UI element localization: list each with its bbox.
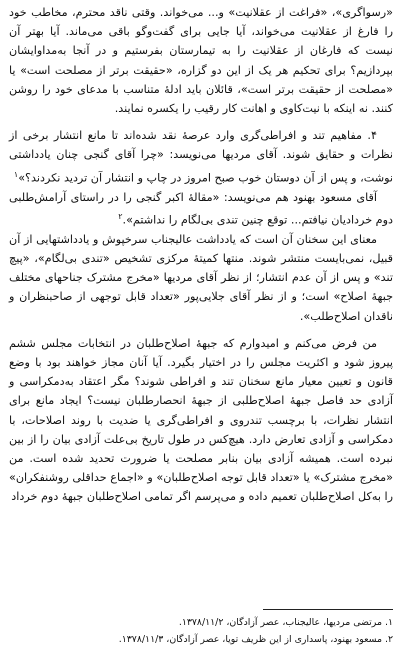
paragraph-4-text: معنای این سخنان آن است که یادداشت عالیجناب سرخپوش و یادداشتهایی از آن قبیل، نمی‌بایست منتشر شوند. منتها کمیتهٔ مرکزی تشخیص «تندی بی‌لگام»، «پیچ تند» و پس از آن عدم انتشار؛ از نظر آقای مردیها «مخرج مشترک جناحهای مختلف جبههٔ اصلاح» است؛ و از نظر آقای جلایی‌پور «تعداد قابل توجهی از صاحبنظران و ناقدان اصلاح‌طلب». [9, 232, 393, 323]
paragraph-1-text: «رسواگری»، «فراغت از عقلانیت» و... می‌خواند. وقتی ناقد محترم، مخاطب خود را فارغ از عقلانیت می‌خواند، آیا جایی برای گفت‌وگو باقی می‌ماند. آیا بهتر آن نیست که فارغان از عقلانیت را به تیمارستان بفرستیم و در آنجا به‌مداوایشان بپردازیم؟ برای تحکیم هر یک از این دو گزاره، «حقیقت برتر از مصلحت است» یا «مصلحت از حقیقت برتر است»، قائلان باید ادلهٔ متناسب با مدعای خود را روشن کنند. نه اینکه با نیت‌کاوی و اهانت کار رقیب را یکسره نمایند. [9, 6, 393, 116]
paragraph-4 [9, 230, 393, 326]
footnote-2: ۲. مسعود بهنود، پاسداری از این ظریف تویا، عصر آزادگان، ۱۳۷۸/۱۱/۳. [118, 634, 393, 645]
footnote-marker-2: ۲ [118, 211, 123, 221]
footnote-1: ۱. مرتضی مردیها، عالیجناب، عصر آزادگان، ۱۳۷۸/۱۱/۲. [178, 617, 393, 628]
paragraph-2 [9, 126, 393, 187]
paragraph-5-text: من فرض می‌کنم و امیدوارم که جبههٔ اصلاح‌طلبان در انتخابات مجلس ششم پیروز شود و اکثریت مجلس را در اختیار بگیرد. آیا آنان مجاز خواهند بود با وضع قانون و تعیین معیار مانع سخنان تند و افراطی شوند؟ مگر اعتقاد به‌دمکراسی و آزادی حد فاصل جبههٔ اصلاح‌طلبی از جبههٔ انحصارطلبان نیست؟ ایجاد مانع برای انتشار نظرات، با برچسب تندروی و افراطی‌گری یا ضدیت با روند اصلاحات، با دمکراسی و آزادی تعارض دارد. هیچ‌کس در طول تاریخ بی‌علت آزادی بیان را از بین نبرده است. همیشه آزادی بیان بنابر مصلحت یا ضرورت تحدید شده است. من «مخرج مشترک» یا «تعداد قابل توجه اصلاح‌طلبان» و «اجماع حداقلی روشنفکران» را به‌کل اصلاح‌طلبان تعمیم داده و می‌پرسم اگر تمامی اصلاح‌طلبان جبههٔ دوم خرداد [9, 336, 393, 504]
footnote-divider [263, 609, 393, 610]
paragraph-5 [9, 334, 393, 507]
footnotes [9, 614, 393, 648]
paragraph-1 [9, 3, 393, 118]
paragraph-3-text: آقای مسعود بهنود هم می‌نویسد: «مقالهٔ اکبر گنجی را در راستای آرامش‌طلبی دوم خردادیان نیافتم... توقع چنین تندی بی‌لگام را نداشتم». [9, 190, 393, 227]
footnote-marker-1: ۱ [13, 169, 19, 179]
document-body [9, 3, 393, 507]
paragraph-3 [9, 188, 393, 230]
paragraph-2-text: ۴. مفاهیم تند و افراطی‌گری وارد عرصهٔ نقد شده‌اند تا مانع انتشار برخی از نظرات و حقایق شوند. آقای مردیها می‌نویسد: «چرا آقای گنجی چنان یادداشتی نوشت، و پس از آن دوستان خوب صبح امروز در چاپ و انتشار آن تردید نکردند؟» [9, 129, 393, 185]
